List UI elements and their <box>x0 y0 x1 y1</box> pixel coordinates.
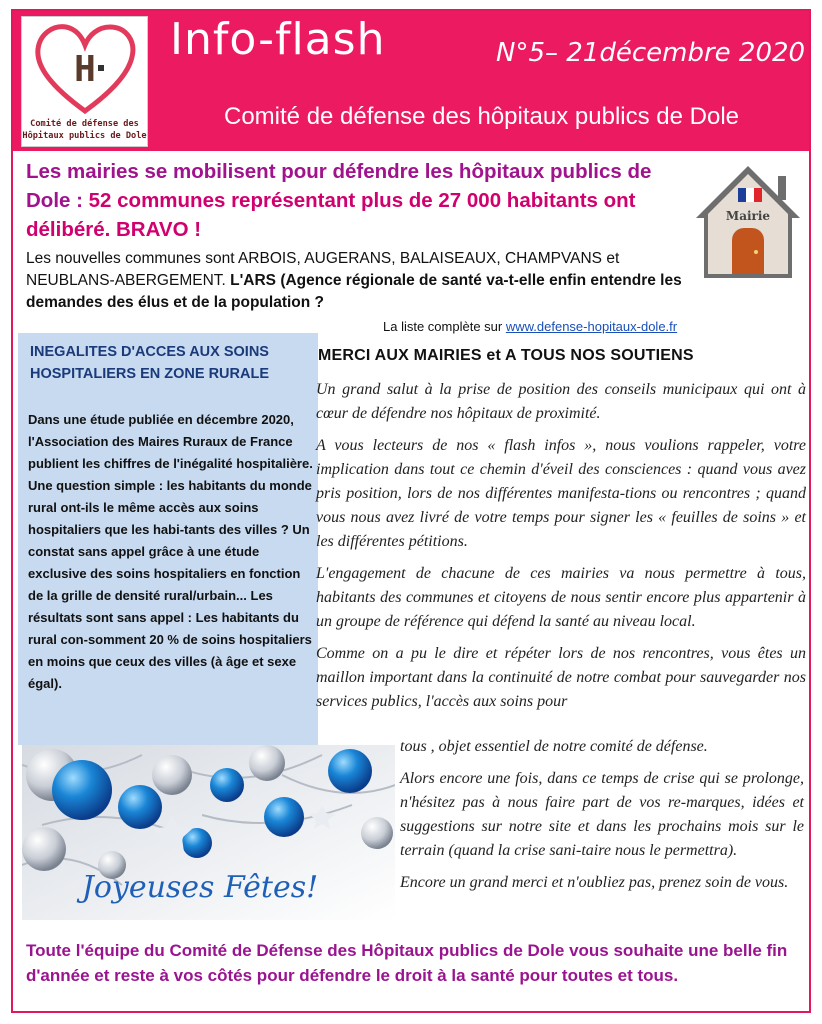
christmas-ornaments-image <box>22 745 395 920</box>
list-prefix: La liste complète sur <box>383 319 506 334</box>
christmas-image <box>22 745 395 920</box>
sidebar-box <box>18 333 318 745</box>
article-paragraph: Un grand salut à la prise de position des conseils municipaux qui ont à cœur de défendre nos hôpitaux de proximité. <box>316 381 806 422</box>
closing-message: Toute l'équipe du Comité de Défense des Hôpitaux publics de Dole vous souhaite une belle fin d'année et reste à vos côtés pour défendre le droit à la santé pour toutes et tous. <box>26 941 788 985</box>
article-body-continued <box>400 735 804 903</box>
newsletter-title: Info-flash <box>170 14 386 65</box>
committee-subtitle: Comité de défense des hôpitaux publics de Dole <box>224 103 739 130</box>
issue-date: N°5– 21décembre 2020 <box>496 38 806 68</box>
logo-letter: H <box>74 49 96 90</box>
house-label: Mairie <box>725 209 771 223</box>
list-line <box>383 319 677 334</box>
article-paragraph: Alors encore une fois, dans ce temps de crise qui se prolonge, n'hésitez pas à nous faire part de vos re-marques, idées et suggestions sur notre site et dans les prochains mois sur le terrain (quand la crise sani-taire nous le permettra). <box>400 770 804 859</box>
article-paragraph: A vous lecteurs de nos « flash infos », nous voulions rappeler, votre implication dans tout ce chemin d'éveil des consciences : quand vous avez pris position, lors de nos différentes manifesta-tions ou rencontres ; quand vous nous avez livré de votre temps pour signer les « feuilles de soins » et les différentes pétitions. <box>316 437 806 550</box>
intro-end: ? <box>314 294 325 311</box>
intro-bold: L'ARS (Agence régionale de santé va-t-elle enfin entendre les demandes des élus et de la population <box>26 272 682 311</box>
article-paragraph: Comme on a pu le dire et répéter lors de nos rencontres, vous êtes un maillon important dans la continuité de notre combat pour sauvegarder nos services publics, l'accès aux soins pour <box>316 645 806 710</box>
logo-caption-line2: Hôpitaux publics de Dole <box>22 131 147 141</box>
headline-part1: Les mairies se mobilisent pour défendre les hôpitaux publics de Dole : <box>26 160 652 212</box>
headline-part2: 52 communes représentant plus de 27 000 habitants ont délibéré. BRAVO ! <box>26 189 636 241</box>
headline <box>26 157 686 244</box>
logo-caption-line1: Comité de défense des <box>30 119 139 129</box>
website-link[interactable]: www.defense-hopitaux-dole.fr <box>505 319 678 334</box>
sidebar-body: Dans une étude publiée en décembre 2020, l'Association des Maires Ruraux de France publient les chiffres de l'inégalité hospitalière. Une question simple : les habitants du monde rural ont-ils le même accès aux soins hospitaliers que les habi-tants des villes ? Un constat sans appel grâce à une étude exclusive des soins hospitaliers en fonction de la grille de densité rural/urbain... Les résultats sont sans appel : Les habitants du rural con-somment 20 % de soins hospitaliers en moins que ceux des villes (à âge et sexe égal). <box>28 412 313 691</box>
article-body <box>316 378 806 720</box>
sidebar-title: INEGALITES D'ACCES AUX SOINS HOSPITALIERS EN ZONE RURALE <box>30 344 269 382</box>
article-paragraph: Encore un grand merci et n'oubliez pas, prenez soin de vous. <box>400 874 789 891</box>
committee-logo <box>21 16 148 147</box>
article-title: MERCI AUX MAIRIES et A TOUS NOS SOUTIENS <box>318 347 694 364</box>
season-greeting: Joyeuses Fêtes! <box>81 870 319 905</box>
intro-paragraph <box>26 248 686 314</box>
article-paragraph: tous , objet essentiel de notre comité de défense. <box>400 738 708 755</box>
logo-caption <box>22 118 147 142</box>
town-hall-icon <box>694 160 802 280</box>
article-paragraph: L'engagement de chacune de ces mairies va nous permettre à tous, habitants des communes et citoyens de nous sentir encore plus appartenir à un groupe de référence qui défend la santé au niveau local. <box>316 565 806 630</box>
intro-text: Les nouvelles communes sont ARBOIS, AUGERANS, BALAISEAUX, CHAMPVANS et NEUBLANS-ABERGEMENT. <box>26 250 620 289</box>
heart-icon <box>32 21 138 117</box>
